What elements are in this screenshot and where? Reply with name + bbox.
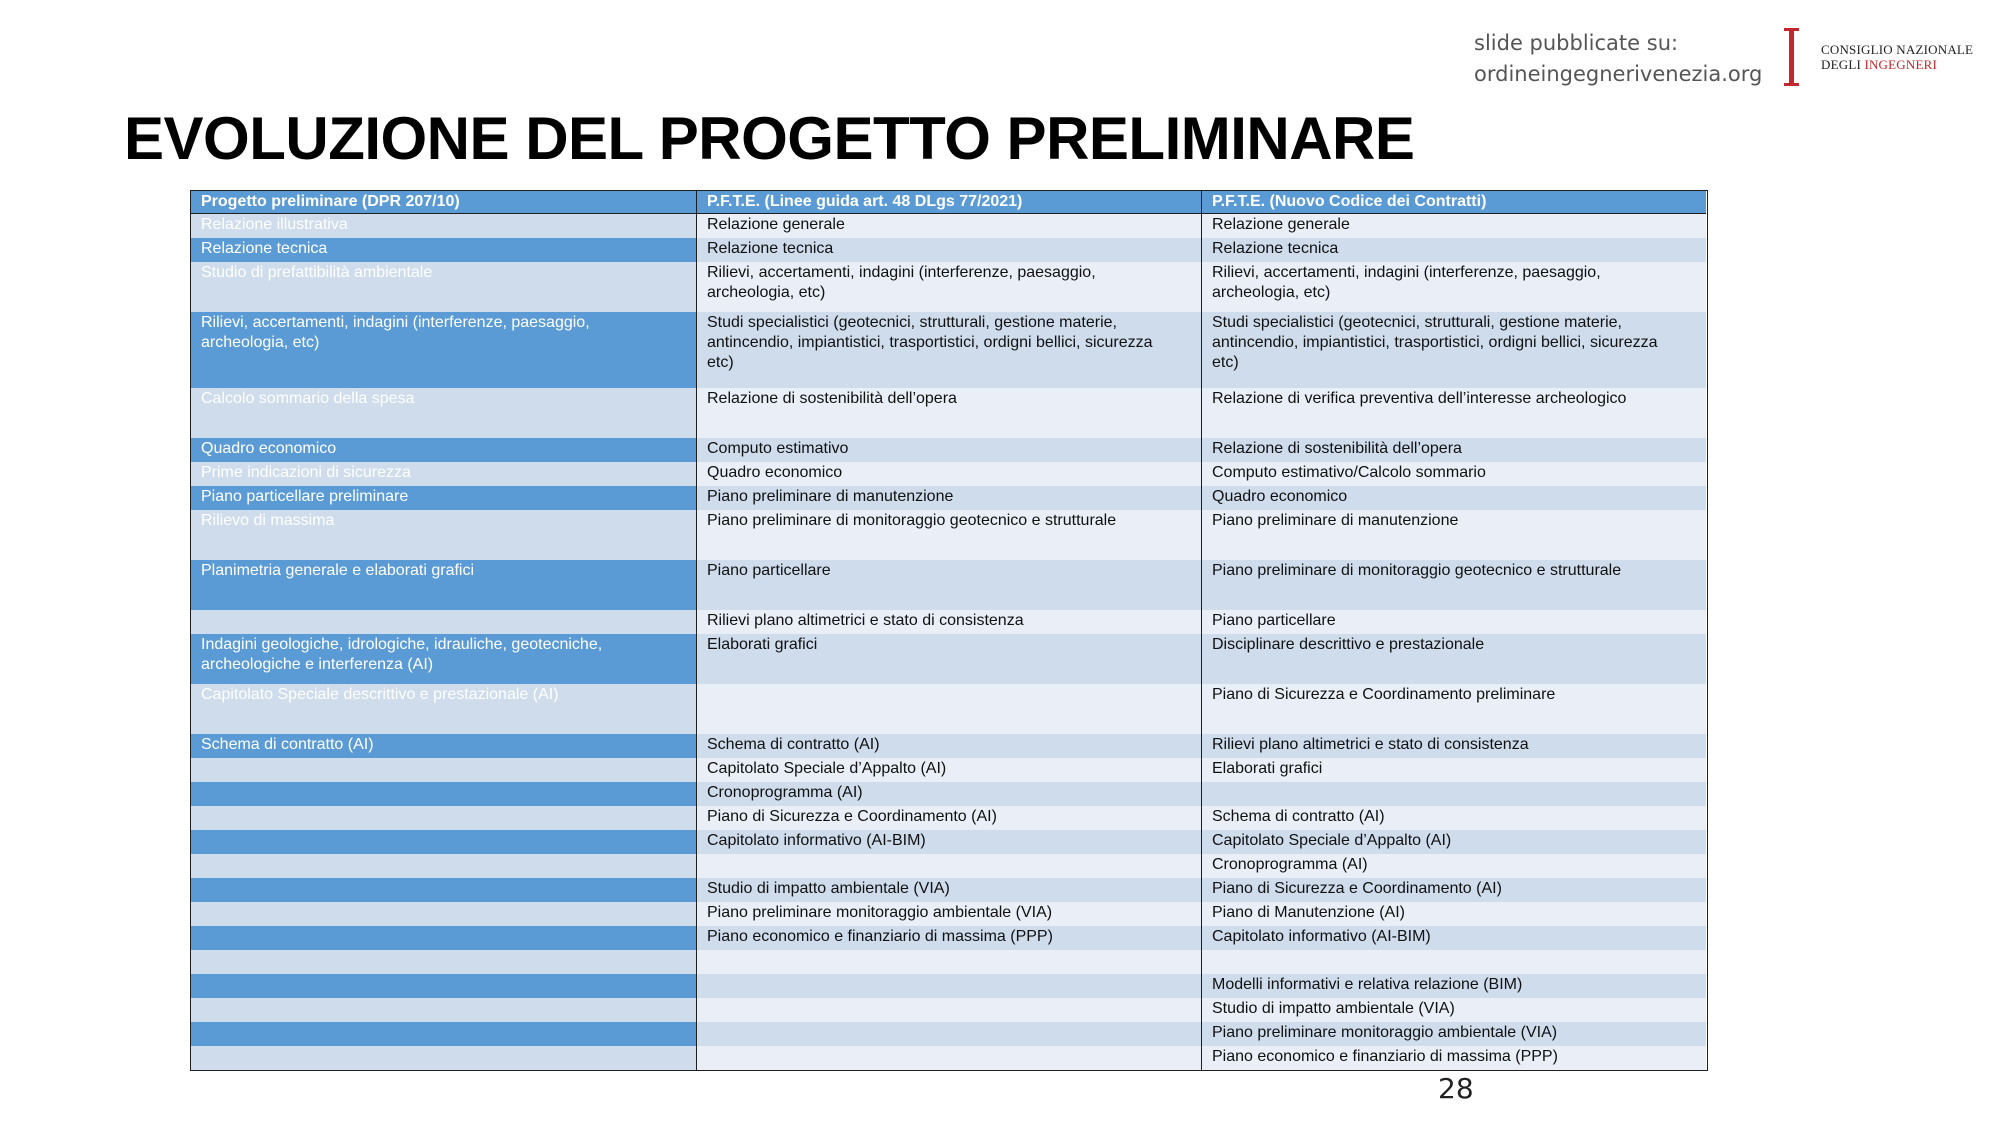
- table-cell: Rilievi plano altimetrici e stato di consistenza: [1201, 734, 1706, 758]
- table-row: [191, 998, 1707, 1022]
- table-cell: Cronoprogramma (AI): [696, 782, 1201, 806]
- table-cell: Rilievi plano altimetrici e stato di consistenza: [696, 610, 1201, 634]
- table-cell: Piano di Sicurezza e Coordinamento (AI): [1201, 878, 1706, 902]
- table-row: [191, 388, 1707, 438]
- table-cell: Piano preliminare monitoraggio ambientale (VIA): [696, 902, 1201, 926]
- table-cell: [191, 1022, 696, 1046]
- table-cell: Elaborati grafici: [696, 634, 1201, 684]
- table-cell: Studi specialistici (geotecnici, strutturali, gestione materie, antincendio, impiantistici, trasportistici, ordigni bellici, sicurezza etc): [1201, 312, 1706, 388]
- table-cell: [191, 878, 696, 902]
- table-cell: Modelli informativi e relativa relazione (BIM): [1201, 974, 1706, 998]
- table-cell: Relazione tecnica: [1201, 238, 1706, 262]
- table-row: [191, 684, 1707, 734]
- slide-title: EVOLUZIONE DEL PROGETTO PRELIMINARE: [124, 105, 1415, 172]
- table-cell: [696, 998, 1201, 1022]
- table-row: [191, 734, 1707, 758]
- table-cell: Capitolato informativo (AI-BIM): [1201, 926, 1706, 950]
- table-cell: Studio di impatto ambientale (VIA): [696, 878, 1201, 902]
- table-cell: [191, 830, 696, 854]
- table-row: [191, 462, 1707, 486]
- header-cell-pfte-linee-guida: P.F.T.E. (Linee guida art. 48 DLgs 77/2021): [696, 191, 1201, 214]
- table-cell: [1201, 950, 1706, 974]
- table-cell: Planimetria generale e elaborati grafici: [191, 560, 696, 610]
- table-header-row: [191, 191, 1707, 214]
- table-cell: [191, 806, 696, 830]
- table-cell: Piano di Manutenzione (AI): [1201, 902, 1706, 926]
- table-cell: Schema di contratto (AI): [191, 734, 696, 758]
- table-row: [191, 854, 1707, 878]
- table-row: [191, 950, 1707, 974]
- table-cell: Schema di contratto (AI): [696, 734, 1201, 758]
- table-cell: [191, 902, 696, 926]
- table-row: [191, 782, 1707, 806]
- logo-text-line-2: [1821, 57, 1937, 73]
- table-cell: [696, 1022, 1201, 1046]
- table-cell: Piano preliminare di manutenzione: [1201, 510, 1706, 560]
- publisher-url[interactable]: ordineingegnerivenezia.org: [1474, 62, 1763, 86]
- logo-text-ingegneri: INGEGNERI: [1864, 57, 1938, 72]
- table-row: [191, 238, 1707, 262]
- table-row: [191, 830, 1707, 854]
- table-cell: Piano particellare: [696, 560, 1201, 610]
- table-cell: Disciplinare descrittivo e prestazionale: [1201, 634, 1706, 684]
- table-cell: [191, 758, 696, 782]
- table-row: [191, 560, 1707, 610]
- table-row: [191, 486, 1707, 510]
- table-cell: Relazione di verifica preventiva dell’interesse archeologico: [1201, 388, 1706, 438]
- table-cell: Capitolato informativo (AI-BIM): [696, 830, 1201, 854]
- table-cell: Rilievi, accertamenti, indagini (interferenze, paesaggio, archeologia, etc): [191, 312, 696, 388]
- comparison-table: [190, 190, 1708, 1071]
- table-cell: [696, 1046, 1201, 1070]
- table-cell: [191, 782, 696, 806]
- table-cell: Relazione generale: [696, 214, 1201, 238]
- table-cell: Relazione tecnica: [696, 238, 1201, 262]
- table-row: [191, 438, 1707, 462]
- table-cell: [696, 684, 1201, 734]
- table-cell: Piano particellare: [1201, 610, 1706, 634]
- table-cell: Cronoprogramma (AI): [1201, 854, 1706, 878]
- table-cell: [191, 998, 696, 1022]
- table-row: [191, 926, 1707, 950]
- logo-text-line-1: CONSIGLIO NAZIONALE: [1821, 42, 1974, 57]
- table-cell: Studi specialistici (geotecnici, strutturali, gestione materie, antincendio, impiantistici, trasportistici, ordigni bellici, sicurezza etc): [696, 312, 1201, 388]
- logo-text-degli: DEGLI: [1821, 57, 1865, 72]
- table-cell: [191, 950, 696, 974]
- table-cell: Piano particellare preliminare: [191, 486, 696, 510]
- table-cell: Capitolato Speciale d’Appalto (AI): [1201, 830, 1706, 854]
- table-cell: Relazione generale: [1201, 214, 1706, 238]
- table-row: [191, 214, 1707, 238]
- table-cell: Piano di Sicurezza e Coordinamento preliminare: [1201, 684, 1706, 734]
- table-cell: Rilievi, accertamenti, indagini (interferenze, paesaggio, archeologia, etc): [1201, 262, 1706, 312]
- table-row: [191, 510, 1707, 560]
- table-cell: Relazione tecnica: [191, 238, 696, 262]
- table-cell: [191, 926, 696, 950]
- publisher-note: [1474, 28, 1762, 90]
- table-row: [191, 806, 1707, 830]
- table-row: [191, 262, 1707, 312]
- table-cell: Relazione di sostenibilità dell’opera: [1201, 438, 1706, 462]
- table-cell: Indagini geologiche, idrologiche, idrauliche, geotecniche, archeologiche e interferenza (AI): [191, 634, 696, 684]
- table-cell: Calcolo sommario della spesa: [191, 388, 696, 438]
- table-cell: Studio di impatto ambientale (VIA): [1201, 998, 1706, 1022]
- cni-logo: [1785, 28, 1975, 90]
- logo-i-mark-icon: [1789, 28, 1794, 86]
- table-cell: [191, 854, 696, 878]
- table-row: [191, 1022, 1707, 1046]
- table-cell: [191, 974, 696, 998]
- table-row: [191, 1046, 1707, 1070]
- table-cell: Computo estimativo/Calcolo sommario: [1201, 462, 1706, 486]
- table-cell: Piano di Sicurezza e Coordinamento (AI): [696, 806, 1201, 830]
- table-cell: [696, 950, 1201, 974]
- table-cell: Piano preliminare di monitoraggio geotecnico e strutturale: [1201, 560, 1706, 610]
- table-cell: Quadro economico: [1201, 486, 1706, 510]
- table-row: [191, 312, 1707, 388]
- table-cell: Relazione di sostenibilità dell’opera: [696, 388, 1201, 438]
- table-cell: Relazione illustrativa: [191, 214, 696, 238]
- table-cell: Rilievi, accertamenti, indagini (interferenze, paesaggio, archeologia, etc): [696, 262, 1201, 312]
- table-cell: Prime indicazioni di sicurezza: [191, 462, 696, 486]
- page-number: 28: [1438, 1072, 1474, 1105]
- table-cell: [696, 974, 1201, 998]
- table-cell: Schema di contratto (AI): [1201, 806, 1706, 830]
- header-cell-dpr: Progetto preliminare (DPR 207/10): [191, 191, 696, 214]
- table-cell: Piano preliminare di manutenzione: [696, 486, 1201, 510]
- table-cell: [191, 1046, 696, 1070]
- table-cell: Piano preliminare monitoraggio ambientale (VIA): [1201, 1022, 1706, 1046]
- table-cell: Quadro economico: [696, 462, 1201, 486]
- table-cell: [191, 610, 696, 634]
- publisher-line-1: slide pubblicate su:: [1474, 31, 1679, 55]
- table-cell: Piano economico e finanziario di massima (PPP): [1201, 1046, 1706, 1070]
- table-cell: Computo estimativo: [696, 438, 1201, 462]
- table-cell: Capitolato Speciale d’Appalto (AI): [696, 758, 1201, 782]
- table-cell: Piano preliminare di monitoraggio geotecnico e strutturale: [696, 510, 1201, 560]
- table-cell: [696, 854, 1201, 878]
- table-row: [191, 610, 1707, 634]
- table-cell: [1201, 782, 1706, 806]
- table-cell: Piano economico e finanziario di massima (PPP): [696, 926, 1201, 950]
- table-row: [191, 878, 1707, 902]
- table-cell: Elaborati grafici: [1201, 758, 1706, 782]
- table-row: [191, 758, 1707, 782]
- table-row: [191, 902, 1707, 926]
- table-cell: Studio di prefattibilità ambientale: [191, 262, 696, 312]
- table-cell: Quadro economico: [191, 438, 696, 462]
- table-cell: Capitolato Speciale descrittivo e prestazionale (AI): [191, 684, 696, 734]
- header-cell-pfte-codice: P.F.T.E. (Nuovo Codice dei Contratti): [1201, 191, 1706, 214]
- table-row: [191, 634, 1707, 684]
- table-cell: Rilievo di massima: [191, 510, 696, 560]
- table-row: [191, 974, 1707, 998]
